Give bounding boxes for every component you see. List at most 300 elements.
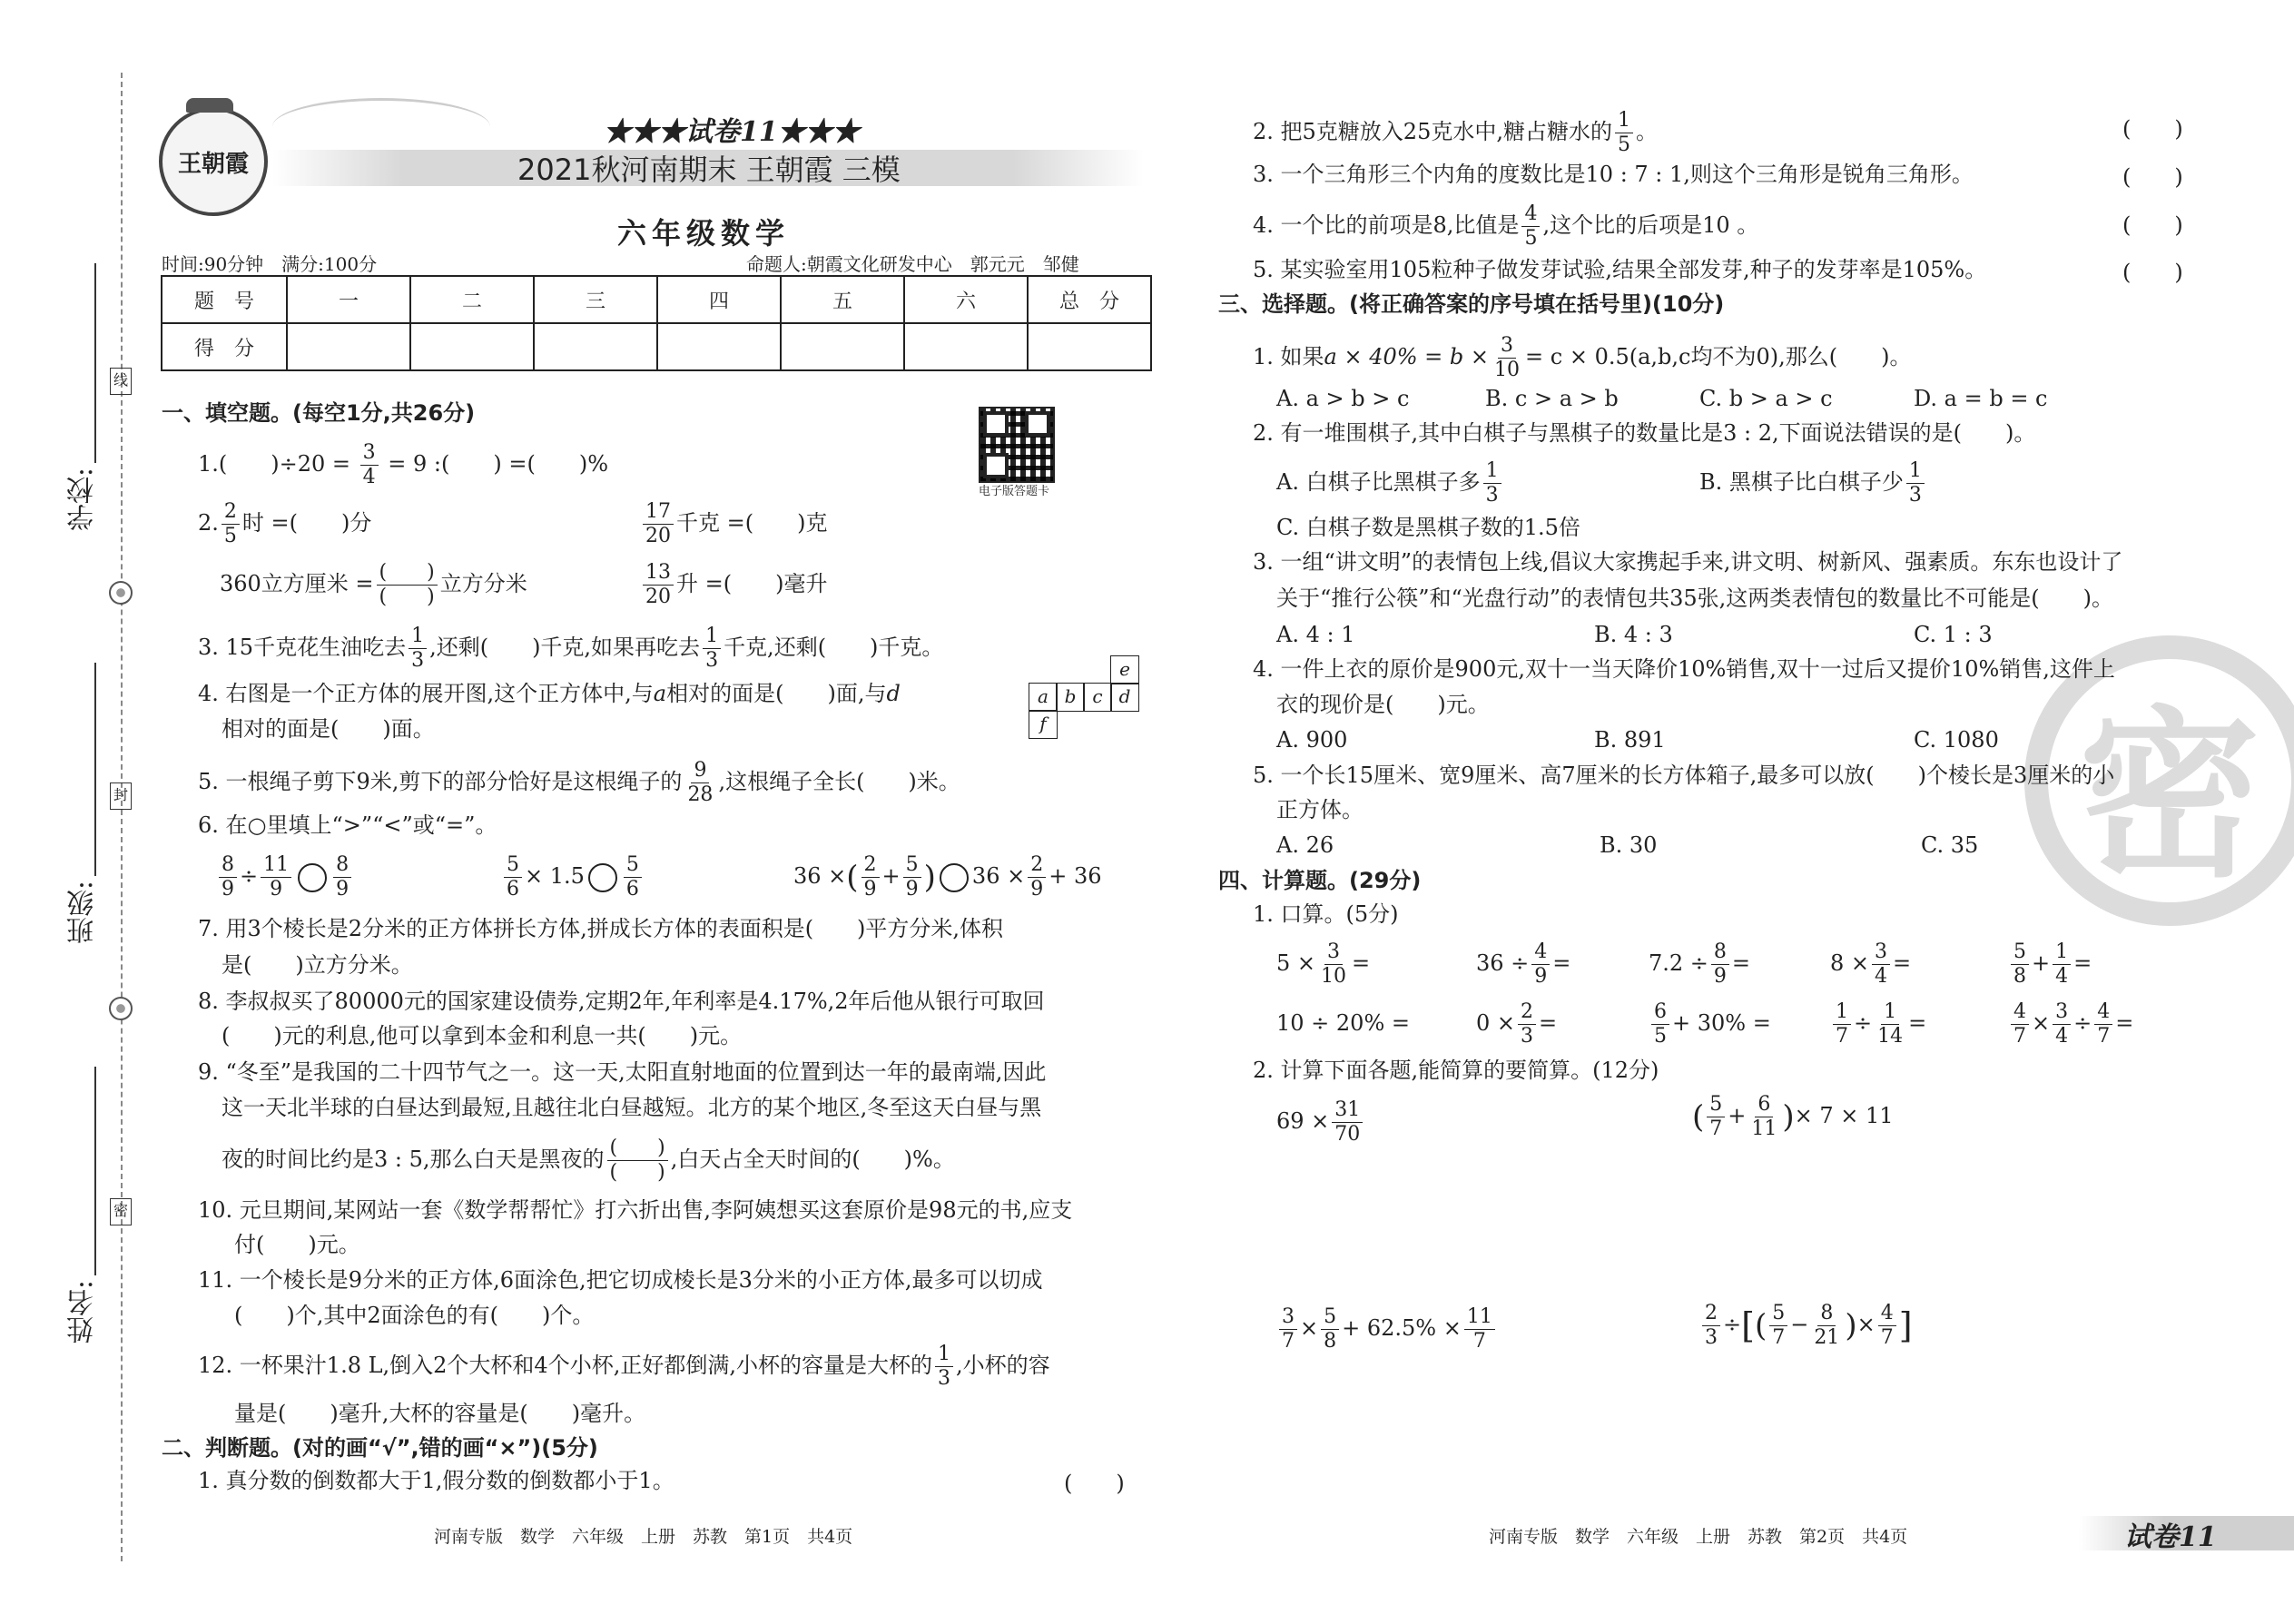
choice-q1-option-d[interactable]: D. a = b = c (1914, 386, 2048, 411)
subject-title: 六年级数学 (617, 216, 791, 251)
net-cell-d: d (1110, 683, 1139, 712)
logo-text: 王朝霞 (177, 150, 249, 178)
operator: 36 × (793, 863, 847, 889)
choice-q5-option-a[interactable]: A. 26 (1276, 832, 1334, 858)
fraction (1615, 111, 1633, 155)
answer-bracket[interactable]: ( ) (1064, 1471, 1125, 1496)
denominator: 5 (1617, 133, 1630, 156)
paren-open: ( (1754, 1307, 1767, 1344)
fraction (219, 855, 237, 900)
choice-q4-option-b[interactable]: B. 891 (1594, 727, 1666, 753)
equals: = (2073, 950, 2092, 976)
fraction (935, 1344, 953, 1389)
bracket-open: [ (1741, 1305, 1755, 1346)
paren-close: ) (1845, 1307, 1857, 1344)
denominator: 9 (336, 878, 350, 901)
numerator: 1 (1906, 461, 1925, 484)
fraction (684, 761, 715, 805)
q1-9-line1: 9. “冬至”是我国的二十四节气之一。这一天,太阳直射地面的位置到达一年的最南端,因此 (198, 1059, 1047, 1085)
choice-q1-option-c[interactable]: C. b > a > c (1699, 386, 1833, 411)
fraction (1518, 1002, 1536, 1047)
q1-5-text: ,这根绳子全长( )米。 (718, 769, 960, 794)
choice-q3-option-b[interactable]: B. 4 : 3 (1594, 622, 1673, 647)
calc-item-4 (1699, 1304, 1913, 1348)
score-row-label: 得 分 (162, 323, 287, 370)
q1-6-c (793, 855, 1101, 900)
fraction (1875, 1002, 1905, 1047)
numerator: ( ) (607, 1138, 668, 1161)
operator: − (1790, 1312, 1809, 1337)
binding-hole-icon (109, 997, 133, 1020)
q1-2-number: 2. (198, 510, 219, 536)
denominator: 28 (687, 783, 714, 806)
score-cell[interactable] (904, 323, 1028, 370)
denominator: 9 (863, 878, 877, 901)
paren-close: ) (923, 859, 936, 896)
choice-q5-option-c[interactable]: C. 35 (1921, 832, 1979, 858)
numerator: 1 (1881, 1002, 1899, 1025)
q1-9-text: 夜的时间比约是3 : 5,那么白天是黑夜的 (222, 1147, 605, 1172)
fraction (903, 855, 921, 900)
q1-2 (198, 502, 371, 546)
fraction (2094, 1002, 2112, 1047)
numerator: 5 (504, 855, 522, 878)
q1-2-text: 千克 =( )克 (676, 510, 828, 536)
name-label: 姓名: (67, 1280, 99, 1344)
footer-tag: 试卷11 (2124, 1521, 2217, 1553)
choice-q3-option-c[interactable]: C. 1 : 3 (1914, 622, 1993, 647)
numerator: 3 (1279, 1307, 1297, 1330)
fraction (643, 563, 674, 607)
expr: 8 × (1830, 950, 1870, 976)
operator: + (881, 863, 901, 889)
q1-3-text: 千克,还剩( )千克。 (724, 635, 944, 660)
denominator: 7 (1472, 1330, 1486, 1353)
numerator: 8 (219, 855, 237, 878)
q1-2-text: 360立方厘米 = (220, 571, 374, 596)
denominator: 7 (1709, 1117, 1723, 1140)
fraction (1906, 461, 1925, 506)
answer-bracket[interactable]: ( ) (2122, 260, 2183, 285)
score-table-header-row (162, 276, 1151, 323)
class-label: 班级: (67, 881, 99, 945)
choice-q4-option-a[interactable]: A. 900 (1276, 727, 1348, 753)
fraction (409, 626, 427, 671)
denominator: 10 (1494, 359, 1521, 381)
denominator: 3 (1908, 484, 1922, 507)
mental-item-5 (2008, 942, 2092, 987)
q1-8-line2: ( )元的利息,他可以拿到本金和利息一共( )元。 (222, 1023, 743, 1048)
fraction (1332, 1100, 1363, 1145)
fraction (1483, 461, 1501, 506)
mental-item-9 (1830, 1002, 1926, 1047)
q1-4-var: d (886, 681, 901, 706)
denominator: 9 (270, 878, 283, 901)
score-header-cell: 总 分 (1028, 276, 1151, 323)
numerator: 1 (935, 1344, 953, 1367)
q1-2-text: 立方分米 (439, 571, 527, 596)
denominator: 7 (1880, 1326, 1894, 1349)
numerator: 5 (903, 855, 921, 878)
numerator: 4 (1521, 204, 1540, 227)
choice-q1 (1253, 336, 1911, 380)
denominator: 3 (411, 649, 425, 672)
numerator: 8 (333, 855, 351, 878)
choice-q3-option-a[interactable]: A. 4 : 1 (1276, 622, 1355, 647)
operator: ÷ (1854, 1010, 1873, 1036)
choice-q1-option-b[interactable]: B. c > a > b (1485, 386, 1619, 411)
paren-open: ( (846, 859, 859, 896)
denominator: ( ) (609, 1161, 665, 1184)
net-cell-a: a (1029, 683, 1058, 712)
choice-q2-option-a[interactable] (1276, 461, 1504, 506)
q1-2-part3 (220, 563, 527, 607)
operator: × (1300, 1315, 1319, 1341)
fraction (1707, 1095, 1725, 1139)
choice-q5-line2: 正方体。 (1276, 797, 1364, 822)
equals: = (1552, 950, 1571, 976)
numerator: 4 (1878, 1304, 1896, 1326)
numerator: 2 (222, 502, 240, 525)
denominator: 3 (1485, 484, 1499, 507)
choice-q5-option-b[interactable]: B. 30 (1600, 832, 1658, 858)
choice-q2-option-b[interactable] (1699, 461, 1927, 506)
numerator: 2 (1028, 855, 1046, 878)
denominator: 20 (645, 586, 671, 608)
score-cell[interactable] (781, 323, 904, 370)
fraction (1028, 855, 1046, 900)
score-header-cell: 六 (904, 276, 1028, 323)
q1-3-text: ,还剩( )千克,如果再吃去 (429, 635, 701, 660)
bracket-close: ] (1898, 1305, 1913, 1346)
fraction (703, 626, 721, 671)
denominator: 4 (2055, 965, 2069, 988)
expr: 5 × (1276, 950, 1316, 976)
section2-title: 二、判断题。(对的画“√”,错的画“×”)(5分) (162, 1435, 598, 1461)
q1-2-text: 升 =( )毫升 (676, 571, 828, 596)
footer-right: 河南专版 数学 六年级 上册 苏教 第2页 共4页 (1489, 1527, 1908, 1547)
denominator: 6 (507, 878, 519, 901)
equals: = (2115, 1010, 2134, 1036)
denominator: 21 (1814, 1326, 1840, 1349)
denominator: 3 (937, 1367, 950, 1390)
equals: = (1731, 950, 1751, 976)
operator: ÷ (1723, 1312, 1742, 1337)
compare-circle-input[interactable] (588, 863, 617, 892)
qr-code-icon[interactable] (979, 407, 1055, 483)
judge-q2-text: 2. 把5克糖放入25克水中,糖占糖水的 (1253, 119, 1612, 144)
q1-12-line2: 量是( )毫升,大杯的容量是( )毫升。 (234, 1401, 646, 1426)
fraction (2011, 1002, 2029, 1047)
fraction (1492, 336, 1522, 380)
operator: × 1.5 (525, 863, 585, 889)
choice-q4-line1: 4. 一件上衣的原价是900元,双十一当天降价10%销售,双十一过后又提价10%销售,这件上 (1253, 656, 2115, 682)
denominator: 4 (2055, 1025, 2069, 1048)
mental-item-4 (1830, 942, 1911, 987)
numerator: 2 (861, 855, 880, 878)
choice-q1-text: 1. 如果 (1253, 344, 1324, 369)
denominator: 7 (2013, 1025, 2026, 1048)
numerator: 6 (1755, 1095, 1773, 1117)
score-header-cell: 四 (657, 276, 781, 323)
q1-11-line2: ( )个,其中2面涂色的有( )个。 (234, 1303, 595, 1328)
q1-4-text: 相对的面是( )面,与 (666, 681, 887, 706)
judge-q3: 3. 一个三角形三个内角的度数比是10 : 7 : 1,则这个三角形是锐角三角形。 (1253, 162, 1974, 187)
numerator: 2 (1518, 1002, 1536, 1025)
numerator: 3 (2053, 1002, 2071, 1025)
q1-10-line2: 付( )元。 (234, 1232, 360, 1257)
score-cell[interactable] (287, 323, 410, 370)
option-text: A. 白棋子比黑棋子多 (1276, 469, 1481, 495)
net-cell-c: c (1083, 683, 1112, 712)
score-cell[interactable] (1028, 323, 1151, 370)
numerator: 8 (1817, 1304, 1836, 1326)
fraction (1711, 942, 1729, 987)
compare-circle-input[interactable] (298, 863, 327, 892)
choice-q2-option-c[interactable]: C. 白棋子数是黑棋子数的1.5倍 (1276, 515, 1580, 540)
numerator: 5 (1769, 1304, 1787, 1326)
calc-work-area-4[interactable] (1692, 1380, 2146, 1498)
choice-q3-line2: 关于“推行公筷”和“光盘行动”的表情包共35张,这两类表情包的数量比不可能是( )。 (1276, 586, 2113, 611)
score-header-cell: 五 (781, 276, 904, 323)
answer-bracket[interactable]: ( ) (2122, 212, 2183, 238)
fraction (1318, 942, 1349, 987)
numerator: 1 (703, 626, 721, 649)
fraction (1833, 1002, 1851, 1047)
paper-label: ★★★试卷11★★★ (604, 116, 860, 148)
mental-item-10 (2008, 1002, 2133, 1047)
q1-8-line1: 8. 李叔叔买了80000元的国家建设债券,定期2年,年利率是4.17%,2年后他从银行可取回 (198, 989, 1045, 1014)
denominator: 4 (1875, 965, 1888, 988)
numerator: 4 (2094, 1002, 2112, 1025)
score-cell[interactable] (657, 323, 781, 370)
fraction (1878, 1304, 1896, 1348)
q1-6-a (216, 855, 354, 900)
numerator: 1 (2053, 942, 2071, 965)
score-header-cell: 二 (410, 276, 534, 323)
compare-circle-input[interactable] (940, 863, 969, 892)
choice-q5-line1: 5. 一个长15厘米、宽9厘米、高7厘米的长方体箱子,最多可以放( )个棱长是3厘米的小 (1253, 763, 2115, 788)
logo-seal (159, 107, 268, 216)
expr: + 62.5% × (1342, 1315, 1462, 1341)
expr: 36 ÷ (1476, 950, 1530, 976)
fraction (624, 855, 642, 900)
binding-dashed-line (121, 73, 123, 1561)
judge-q4 (1253, 204, 1758, 249)
q1-4-var: a (653, 681, 667, 706)
q1-3-text: 3. 15千克花生油吃去 (198, 635, 407, 660)
fraction (1769, 1304, 1787, 1348)
denominator: 9 (905, 878, 919, 901)
exam-title: 2021秋河南期末 王朝霞 三模 (517, 153, 901, 187)
binding-secret-marker: 密 (110, 1198, 132, 1225)
equals: = (1352, 950, 1371, 976)
binding-seal-marker: 封 (110, 782, 132, 810)
numerator: 5 (624, 855, 642, 878)
numerator: ( ) (377, 563, 438, 586)
class-fill-line[interactable] (94, 663, 96, 876)
denominator: 9 (1534, 965, 1548, 988)
q1-4 (198, 678, 901, 709)
q1-2-part2 (640, 502, 827, 546)
qr-caption: 电子版答题卡 (979, 485, 1050, 498)
mental-item-3 (1649, 942, 1750, 987)
expr: × 7 × 11 (1794, 1103, 1894, 1128)
expr: 7.2 ÷ (1649, 950, 1708, 976)
q1-1 (198, 443, 608, 487)
numerator: 11 (1464, 1307, 1495, 1330)
denominator: 7 (1836, 1025, 1848, 1048)
denominator: 9 (222, 878, 234, 901)
denominator: 4 (362, 466, 376, 488)
fraction (261, 855, 291, 900)
q1-12-text: 12. 一杯果汁1.8 L,倒入2个大杯和4个小杯,正好都倒满,小杯的容量是大杯的 (198, 1353, 932, 1378)
denominator: 70 (1334, 1123, 1361, 1146)
q1-10-line1: 10. 元旦期间,某网站一套《数学帮帮忙》打六折出售,李阿姨想买这套原价是98元的书,应支 (198, 1197, 1073, 1223)
net-cell-f: f (1029, 710, 1058, 739)
mental-item-1 (1276, 942, 1370, 987)
choice-q1-option-a[interactable]: A. a > b > c (1276, 386, 1410, 411)
calc-work-area-1[interactable] (1253, 1171, 1689, 1289)
calc-work-area-3[interactable] (1253, 1380, 1689, 1498)
numerator: 5 (1707, 1095, 1725, 1117)
calc-item-3 (1276, 1307, 1498, 1352)
denominator: 8 (1324, 1330, 1337, 1353)
mental-item-8 (1649, 1002, 1771, 1047)
q1-9-text: ,白天占全天时间的( )%。 (670, 1147, 955, 1172)
operator: × (1856, 1312, 1876, 1337)
score-header-cell: 题 号 (162, 276, 287, 323)
footer-left: 河南专版 数学 六年级 上册 苏教 第1页 共4页 (434, 1527, 853, 1547)
q1-7-line2: 是( )立方分米。 (222, 952, 413, 978)
expr: 0 × (1476, 1010, 1516, 1036)
calc-item-2 (1692, 1095, 1894, 1139)
numerator: 8 (1711, 942, 1729, 965)
numerator: 2 (1702, 1304, 1720, 1326)
judge-q1: 1. 真分数的倒数都大于1,假分数的倒数都小于1。 (198, 1468, 674, 1493)
denominator: 10 (1321, 965, 1347, 988)
numerator: 6 (1651, 1002, 1669, 1025)
operator: ÷ (2073, 1010, 2092, 1036)
fraction (2053, 942, 2071, 987)
answer-bracket[interactable]: ( ) (2122, 116, 2183, 142)
choice-q4-line2: 衣的现价是( )元。 (1276, 692, 1490, 717)
fraction (504, 855, 522, 900)
q1-7-line1: 7. 用3个棱长是2分米的正方体拼长方体,拼成长方体的表面积是( )平方分米,体积 (198, 916, 1004, 941)
time-info: 时间:90分钟 满分:100分 (162, 253, 378, 275)
name-fill-line[interactable] (94, 1067, 96, 1275)
fraction (861, 855, 880, 900)
fraction (1811, 1304, 1842, 1348)
q1-9-line3 (222, 1138, 955, 1183)
equals: = (1893, 950, 1912, 976)
fraction (377, 563, 438, 607)
denominator: 9 (1713, 965, 1727, 988)
judge-q4-text: ,这个比的后项是10 。 (1542, 212, 1759, 238)
denominator: 5 (223, 525, 237, 547)
denominator: 9 (1030, 878, 1044, 901)
fraction (1531, 942, 1550, 987)
expr: + 30% = (1672, 1010, 1771, 1036)
mental-item-7 (1476, 1002, 1557, 1047)
choice-q1-text: = c × 0.5(a,b,c均不为0),那么( )。 (1525, 344, 1912, 369)
numerator: 3 (1324, 942, 1343, 965)
numerator: 4 (1531, 942, 1550, 965)
section1-title: 一、填空题。(每空1分,共26分) (162, 400, 476, 426)
section4-title: 四、计算题。(29分) (1218, 868, 1422, 893)
net-cell-b: b (1056, 683, 1085, 712)
fraction (222, 502, 240, 546)
q1-9-line2: 这一天北半球的白昼达到最短,且越往北白昼越短。北方的某个地区,冬至这天白昼与黑 (222, 1095, 1042, 1120)
operator: + (1728, 1103, 1747, 1128)
choice-q3-line1: 3. 一组“讲文明”的表情包上线,倡议大家携起手来,讲文明、树新风、强素质。东东也设计了 (1253, 549, 2123, 575)
denominator: 8 (2013, 965, 2026, 988)
paren-open: ( (1692, 1098, 1705, 1136)
denominator: 3 (1521, 1025, 1534, 1048)
operator: + 36 (1049, 863, 1102, 889)
ribbon-decoration (272, 98, 490, 155)
mental-math-title: 1. 口算。(5分) (1253, 901, 1399, 927)
numerator: 13 (643, 563, 674, 586)
q1-4-text: 4. 右图是一个正方体的展开图,这个正方体中,与 (198, 681, 654, 706)
judge-q5: 5. 某实验室用105粒种子做发芽试验,结果全部发芽,种子的发芽率是105%。 (1253, 257, 1987, 282)
binding-line-marker: 线 (110, 368, 132, 395)
q1-2-text: 时 =( )分 (241, 510, 372, 536)
numerator: 11 (261, 855, 291, 878)
denominator: ( ) (379, 586, 435, 608)
operator: + (2032, 950, 2051, 976)
numerator: 1 (1483, 461, 1501, 484)
score-table-score-row (162, 323, 1151, 370)
calc-title: 2. 计算下面各题,能简算的要简算。(12分) (1253, 1058, 1659, 1083)
score-header-cell: 一 (287, 276, 410, 323)
equals: = (1908, 1010, 1927, 1036)
q1-5-text: 5. 一根绳子剪下9米,剪下的部分恰好是这根绳子的 (198, 769, 683, 794)
score-header-cell: 三 (534, 276, 657, 323)
fraction (1321, 1307, 1339, 1352)
denominator: 3 (1705, 1326, 1718, 1349)
denominator: 7 (2097, 1025, 2111, 1048)
numerator: 5 (2011, 942, 2029, 965)
calc-work-area-2[interactable] (1692, 1171, 2146, 1289)
school-fill-line[interactable] (94, 263, 96, 463)
expr: 69 × (1276, 1108, 1330, 1134)
numerator: 3 (360, 443, 379, 466)
school-label: 学校: (67, 468, 99, 532)
score-cell[interactable] (410, 323, 534, 370)
fraction (643, 502, 674, 546)
q1-6: 6. 在○里填上“>”“<”或“=”。 (198, 812, 497, 838)
fraction (1651, 1002, 1669, 1047)
q1-1-text-2: = 9 :( ) =( )% (388, 451, 609, 477)
author-info: 命题人:朝霞文化研发中心 郭元元 邹健 (746, 253, 1079, 275)
q1-11-line1: 11. 一个棱长是9分米的正方体,6面涂色,把它切成棱长是3分米的小正方体,最多可以切成 (198, 1267, 1043, 1293)
fraction (1464, 1307, 1495, 1352)
section3-title: 三、选择题。(将正确答案的序号填在括号里)(10分) (1218, 291, 1725, 317)
denominator: 5 (1524, 227, 1538, 250)
denominator: 14 (1877, 1025, 1904, 1048)
answer-bracket[interactable]: ( ) (2122, 164, 2183, 190)
net-cell-e: e (1110, 655, 1139, 684)
score-cell[interactable] (534, 323, 657, 370)
numerator: 3 (1498, 336, 1516, 359)
choice-q1-expr: a × 40% = b × (1324, 344, 1490, 369)
fraction (1279, 1307, 1297, 1352)
q1-12-line1 (198, 1344, 1050, 1389)
numerator: 3 (1872, 942, 1890, 965)
choice-q4-option-c[interactable]: C. 1080 (1914, 727, 1999, 753)
denominator: 7 (1282, 1330, 1295, 1353)
